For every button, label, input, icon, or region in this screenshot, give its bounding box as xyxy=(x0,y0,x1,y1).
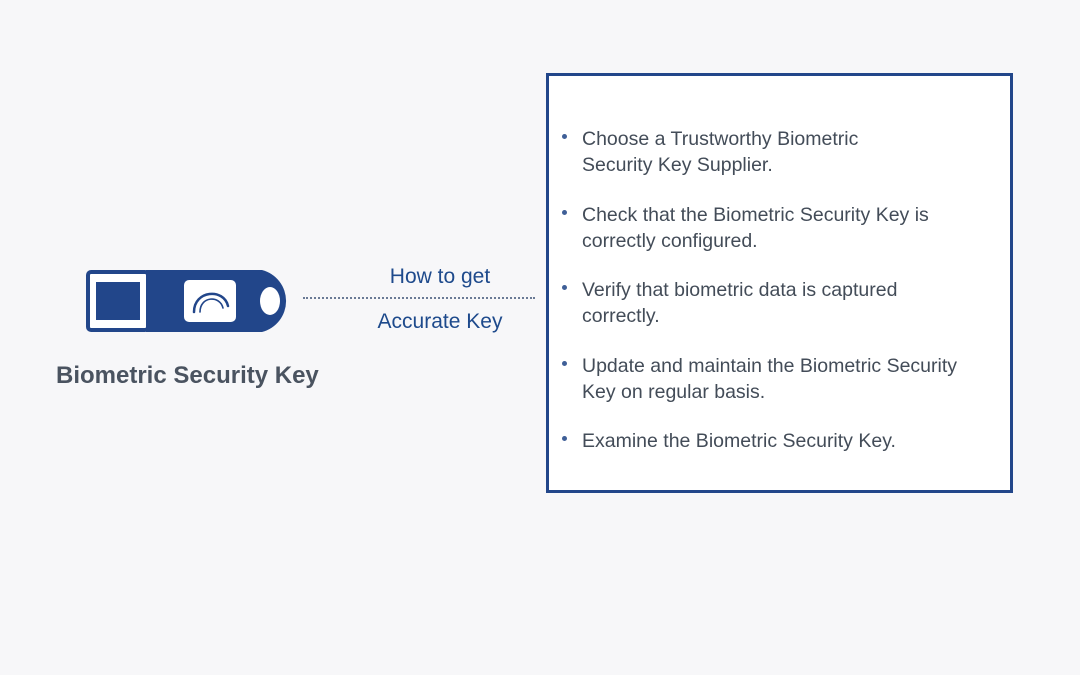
bullet-icon xyxy=(562,436,567,441)
device-title: Biometric Security Key xyxy=(56,362,319,389)
connector-label-line1: How to get xyxy=(389,265,491,288)
step-text: Examine the Biometric Security Key. xyxy=(582,430,896,452)
step-text: Check that the Biometric Security Key is correctly configured. xyxy=(582,204,929,252)
connector-label-line2: Accurate Key xyxy=(377,310,503,333)
bullet-icon xyxy=(562,210,567,215)
step-text: Choose a Trustworthy Biometric Security Key Supplier. xyxy=(582,128,859,176)
step-text: Verify that biometric data is captured correctly. xyxy=(582,279,898,327)
bullet-icon xyxy=(562,285,567,290)
bullet-icon xyxy=(562,361,567,366)
bullet-icon xyxy=(562,134,567,139)
step-text: Update and maintain the Biometric Security Key on regular basis. xyxy=(582,355,958,403)
fingerprint-sensor xyxy=(184,280,236,322)
steps-panel xyxy=(546,73,1013,493)
dotted-connector-line xyxy=(303,297,535,299)
usb-security-key-icon xyxy=(86,268,296,334)
usb-plug-inner xyxy=(96,282,140,320)
key-ring-hole xyxy=(260,287,280,315)
